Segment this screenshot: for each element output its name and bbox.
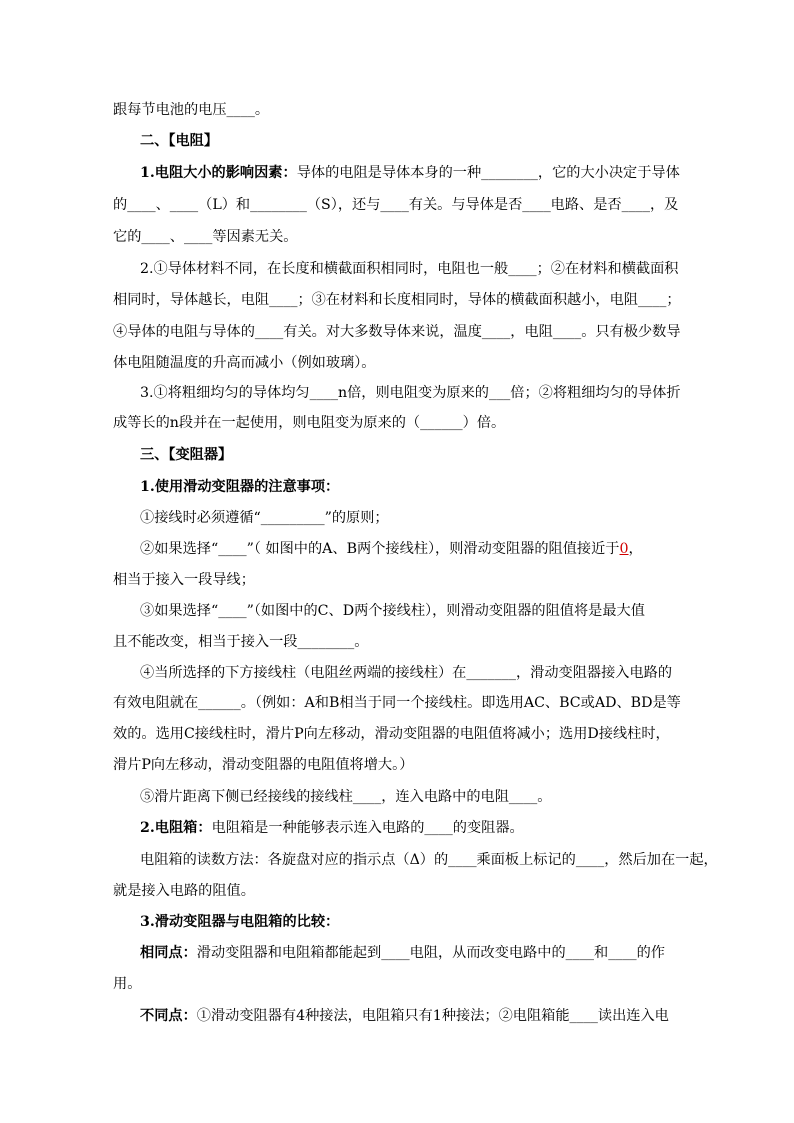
text-line: 电阻箱的读数方法：各旋盘对应的指示点（Δ）的____乘面板上标记的____，然后加在一起， [140, 852, 718, 868]
text-line: 且不能改变，相当于接入一段________。 [113, 634, 369, 650]
text-line [140, 539, 643, 559]
text-line: 它的____、____等因素无关。 [113, 229, 298, 245]
item-label: 3.滑动变阻器与电阻箱的比较： [140, 914, 340, 930]
text-line: 3.①将粗细均匀的导体均匀____n倍，则电阻变为原来的___倍；②将粗细均匀的导体折 [140, 385, 681, 401]
text-line [140, 163, 680, 183]
text-line [140, 943, 665, 963]
item-label: 1.使用滑动变阻器的注意事项： [140, 479, 340, 495]
text-run: ②如果选择“____”（ 如图中的A、B两个接线柱），则滑动变阻器的阻值接近于 [140, 541, 620, 557]
item-label: 不同点： [140, 1008, 197, 1024]
text-line: ④当所选择的下方接线柱（电阻丝两端的接线柱）在_______，滑动变阻器接入电路的 [140, 665, 673, 681]
section-heading: 三、【变阻器】 [140, 447, 233, 463]
text-line: ③如果选择“____”（如图中的C、D两个接线柱），则滑动变阻器的阻值将是最大值 [140, 603, 645, 619]
item-label: 1.电阻大小的影响因素： [140, 165, 297, 181]
text-line [140, 1006, 669, 1026]
section-heading: 二、【电阻】 [140, 133, 219, 149]
text-line: 效的。选用C接线柱时，滑片P向左移动，滑动变阻器的电阻值将减小；选用D接线柱时， [113, 726, 670, 742]
item-label: 相同点： [140, 945, 197, 961]
text-run: 电阻箱是一种能够表示连入电路的____的变阻器。 [211, 820, 524, 836]
text-run: ①滑动变阻器有4种接法，电阻箱只有1种接法；②电阻箱能____读出连入电 [196, 1008, 669, 1024]
text-line: ④导体的电阻与导体的____有关。对大多数导体来说，温度____，电阻____。只有极少数导 [113, 324, 681, 340]
text-line: 就是接入电路的阻值。 [113, 883, 255, 899]
highlighted-answer: 0 [619, 541, 629, 557]
text-line: 滑片P向左移动，滑动变阻器的电阻值将增大。） [113, 757, 414, 773]
text-line: 相同时，导体越长，电阻____；③在材料和长度相同时，导体的横截面积越小，电阻____； [113, 292, 681, 308]
item-label: 2.电阻箱： [140, 820, 212, 836]
text-line: 成等长的n段并在一起使用，则电阻变为原来的（______）倍。 [113, 415, 506, 431]
text-line: 2.①导体材料不同，在长度和横截面积相同时，电阻也一般____；②在材料和横截面积 [140, 261, 679, 277]
text-line: 跟每节电池的电压____。 [113, 102, 270, 118]
text-line: 有效电阻就在______。（例如：A和B相当于同一个接线柱。即选用AC、BC或AD、BD是等 [113, 695, 681, 711]
text-line: 用。 [113, 976, 142, 992]
text-run: 导体的电阻是导体本身的一种________，它的大小决定于导体 [296, 165, 680, 181]
text-line: 相当于接入一段导线； [113, 572, 255, 588]
text-line: 体电阻随温度的升高而减小（例如玻璃）。 [113, 355, 376, 371]
text-line: ①接线时必须遵循“_________”的原则； [140, 510, 389, 526]
text-line: ⑤滑片距离下侧已经接线的接线柱____，连入电路中的电阻____。 [140, 789, 552, 805]
text-line [140, 818, 524, 838]
text-run: ， [628, 541, 643, 557]
text-line: 的____、____（L）和________（S），还与____有关。与导体是否____电路、是否____，及 [113, 197, 679, 213]
text-run: 滑动变阻器和电阻箱都能起到____电阻，从而改变电路中的____和____的作 [196, 945, 665, 961]
